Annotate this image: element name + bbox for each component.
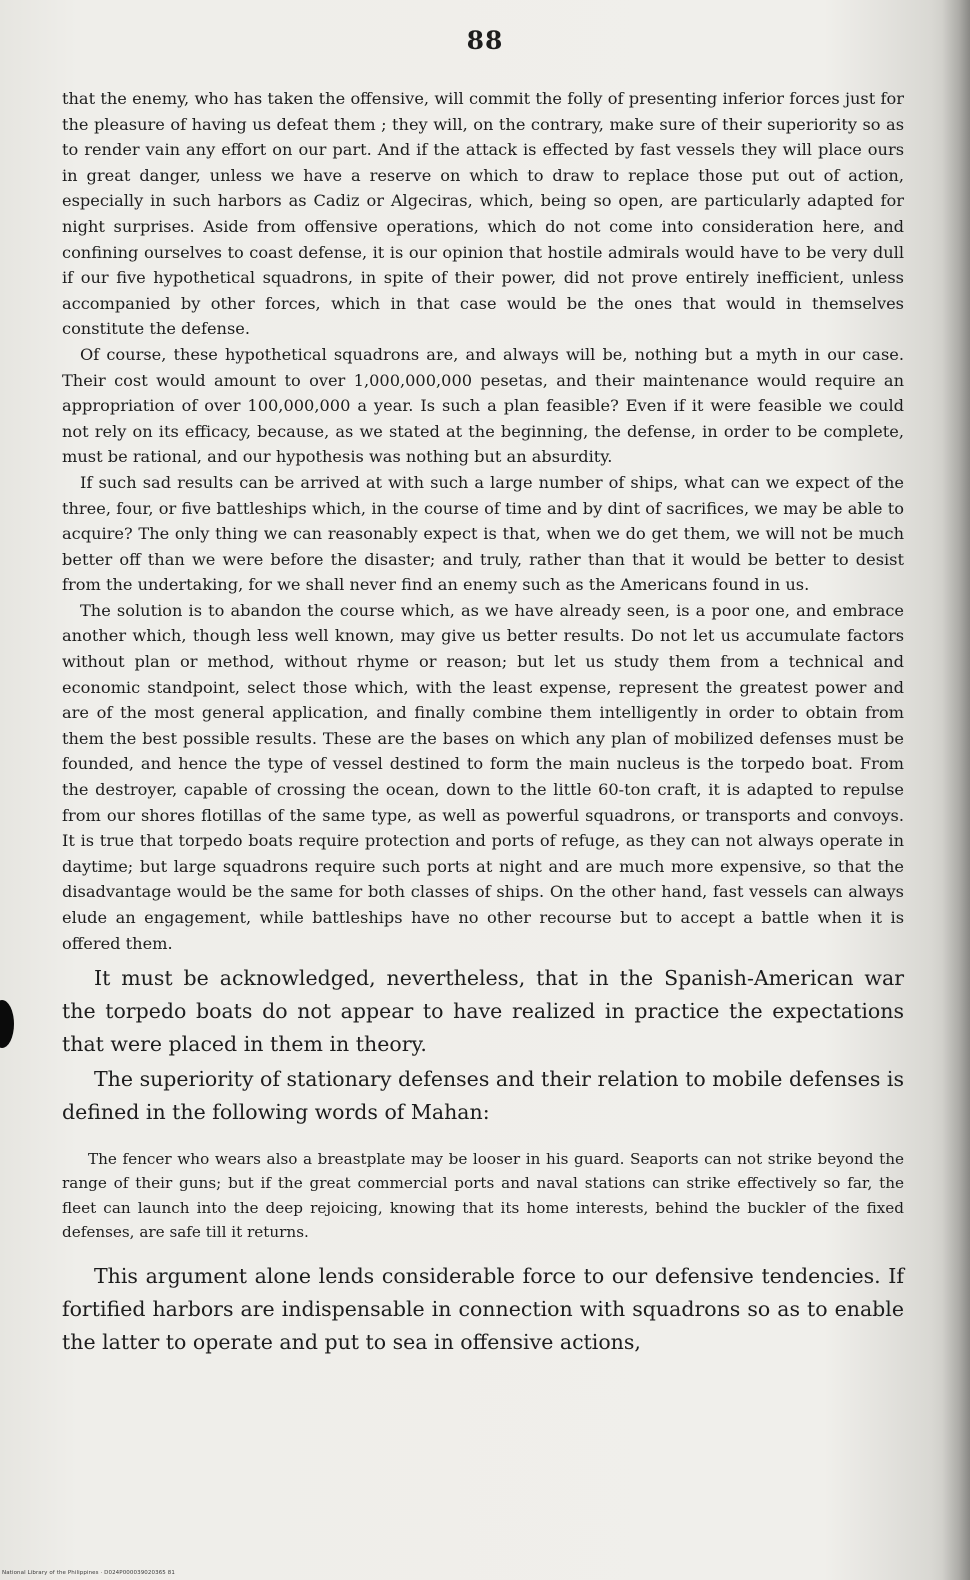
body-text <box>62 86 904 1359</box>
paragraph-4: The solution is to abandon the course which, as we have already seen, is a poor one, and embrace another which, though less well known, may give us better results. Do not let us accumulate factors without plan or method, without rhyme or reason; but let us study them from a technical and economic standpoint, select those which, with the least expense, represent the greatest power and are of the most general application, and finally combine them intelligently in order to obtain from them the best possible results. These are the bases on which any plan of mobilized defenses must be founded, and hence the type of vessel destined to form the main nucleus is the torpedo boat. From the destroyer, capable of crossing the ocean, down to the little 60-ton craft, it is adapted to repulse from our shores flotillas of the same type, as well as powerful squadrons, or transports and convoys. It is true that torpedo boats require protection and ports of refuge, as they can not always operate in daytime; but large squadrons require such ports at night and are much more expensive, so that the disadvantage would be the same for both classes of ships. On the other hand, fast vessels can always elude an engagement, while battleships have no other recourse but to accept a battle when it is offered them. <box>62 600 904 953</box>
punch-hole <box>0 1000 14 1048</box>
paragraph-1: that the enemy, who has taken the offensive, will commit the folly of presenting inferior forces just for the pleasure of having us defeat them ; they will, on the contrary, make sure of their superiority so as to render vain any effort on our part. And if the attack is effected by fast vessels they will place ours in great danger, unless we have a reserve on which to draw to replace those put out of action, especially in such harbors as Cadiz or Algeciras, which, being so open, are particularly adapted for night surprises. Aside from offensive operations, which do not come into consideration here, and confining ourselves to coast defense, it is our opinion that hostile admirals would have to be very dull if our five hypothetical squadrons, in spite of their power, did not prove entirely inefficient, unless accompanied by other forces, which in that case would be the ones that would in themselves constitute the defense. <box>62 89 904 339</box>
page-number: 88 <box>466 26 504 55</box>
large-paragraph-2: The superiority of stationary defenses and their relation to mobile defenses is defined in the following words of Mahan: <box>62 1067 904 1125</box>
binding-shadow <box>942 0 970 1580</box>
large-paragraph-1: It must be acknowledged, nevertheless, that in the Spanish-American war the torpedo boats do not appear to have realized in practice the expectations that were placed in them in theory. <box>62 966 904 1057</box>
footer-credit: National Library of the Philippines · D024P000039020365 81 <box>2 1570 175 1576</box>
paragraph-2: Of course, these hypothetical squadrons are, and always will be, nothing but a myth in our case. Their cost would amount to over 1,000,000,000 pesetas, and their maintenance would require an appropriation of over 100,000,000 a year. Is such a plan feasible? Even if it were feasible we could not rely on its efficacy, because, as we stated at the beginning, the defense, in order to be complete, must be rational, and our hypothesis was nothing but an absurdity. <box>62 344 904 467</box>
closing-paragraph: This argument alone lends considerable force to our defensive tendencies. If fortified harbors are indispensable in connection with squadrons so as to enable the latter to operate and put to sea in offensive actions, <box>62 1264 904 1355</box>
block-quote: The fencer who wears also a breastplate may be looser in his guard. Seaports can not strike beyond the range of their guns; but if the great commercial ports and naval stations can strike effectively so far, the fleet can launch into the deep rejoicing, knowing that its home interests, behind the buckler of the fixed defenses, are safe till it returns. <box>62 1150 904 1242</box>
paragraph-3: If such sad results can be arrived at with such a large number of ships, what can we expect of the three, four, or five battleships which, in the course of time and by dint of sacrifices, we may be able to acquire? The only thing we can reasonably expect is that, when we do get them, we will not be much better off than we were before the disaster; and truly, rather than that it would be better to desist from the undertaking, for we shall never find an enemy such as the Americans found in us. <box>62 472 904 595</box>
